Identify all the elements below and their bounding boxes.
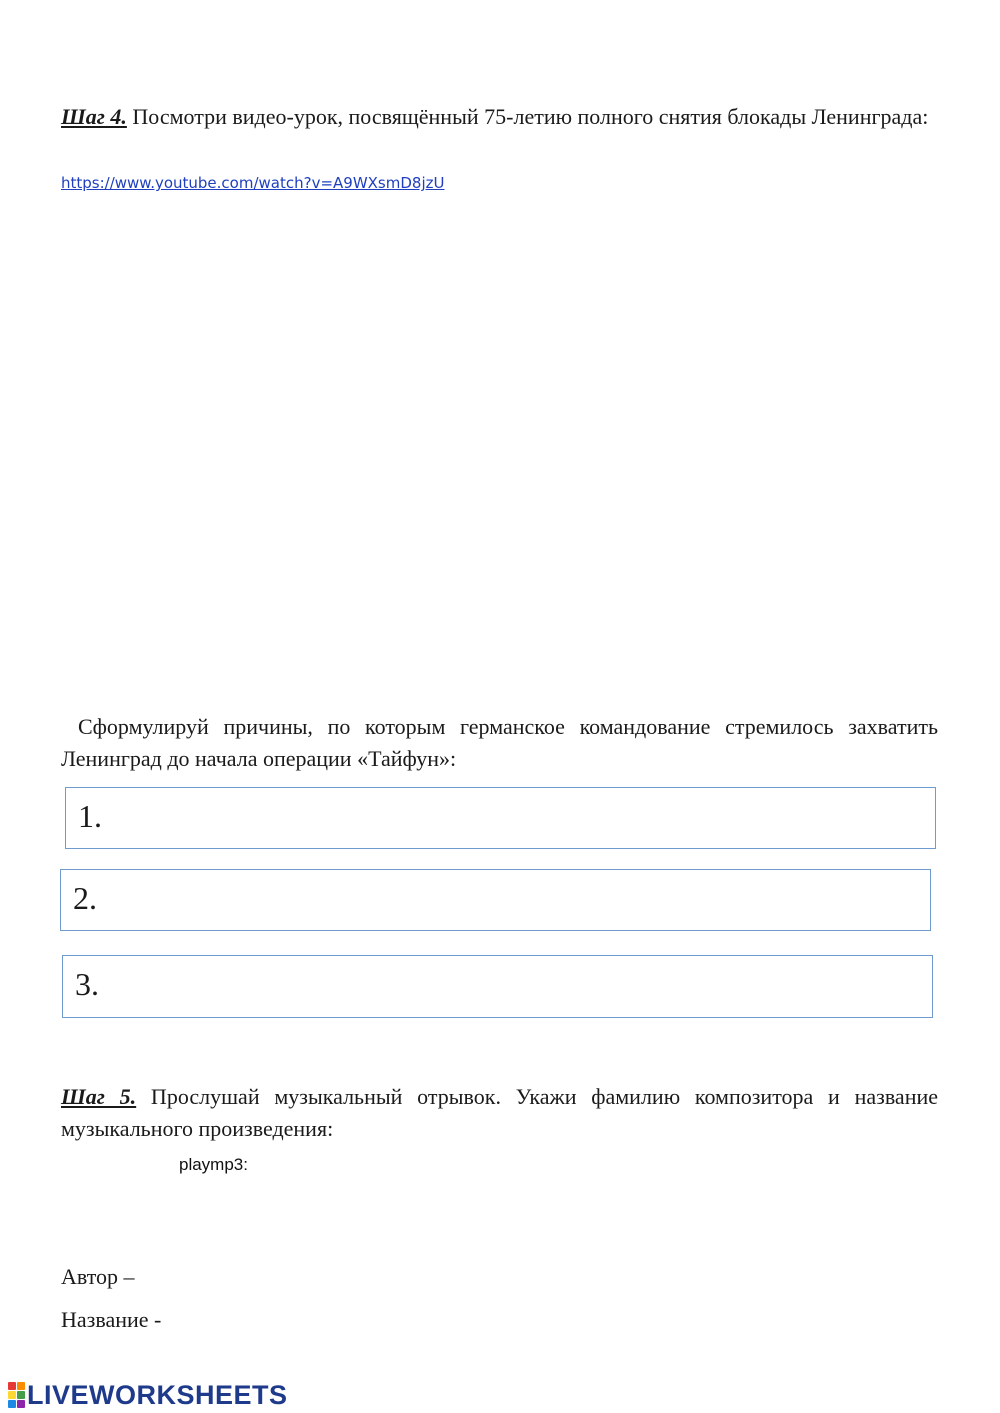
step5-paragraph (61, 1081, 938, 1145)
audio-player-label[interactable]: playmp3: (179, 1155, 248, 1174)
answer-field-2[interactable] (60, 869, 931, 931)
title-label: Название - (61, 1307, 162, 1332)
answer-field-1[interactable] (65, 787, 936, 849)
step4-label: Шаг 4. (61, 104, 127, 129)
answer-number-1: 1. (78, 798, 102, 834)
logo-blocks-icon (8, 1382, 25, 1408)
answer-number-3: 3. (75, 966, 99, 1002)
step5-text: Прослушай музыкальный отрывок. Укажи фамилию композитора и название музыкального произведения: (61, 1084, 939, 1141)
video-link[interactable]: https://www.youtube.com/watch?v=A9WXsmD8jzU (61, 174, 445, 192)
answer-field-3[interactable] (62, 955, 933, 1018)
step4-paragraph (61, 101, 938, 133)
author-label: Автор – (61, 1264, 135, 1289)
step5-label: Шаг 5. (61, 1084, 137, 1109)
step4-text: Посмотри видео-урок, посвящённый 75-летию полного снятия блокады Ленинграда: (126, 104, 929, 129)
answer-number-2: 2. (73, 880, 97, 916)
logo-text: LIVEWORKSHEETS (27, 1379, 288, 1410)
liveworksheets-logo (8, 1380, 288, 1410)
task-paragraph: Сформулируй причины, по которым германское командование стремилось захватить Ленинград до начала операции «Тайфун»: (61, 714, 938, 771)
